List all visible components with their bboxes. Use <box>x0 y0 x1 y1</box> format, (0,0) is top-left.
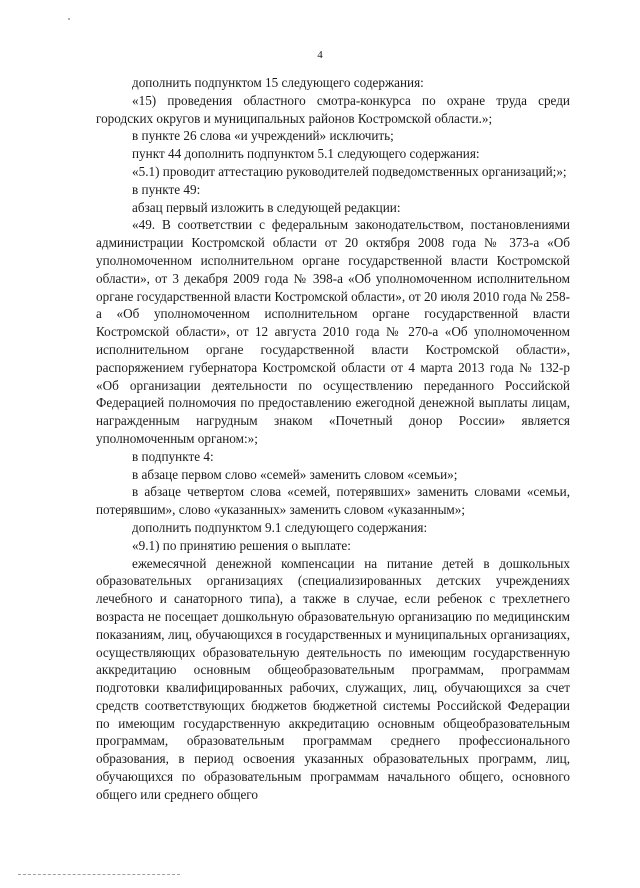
paragraph: в пункте 49: <box>132 181 201 197</box>
document-body <box>96 74 570 804</box>
paragraph: в абзаце четвертом слова «семей, потерявших» заменить словами «семьи, потерявшим», слово «указанных» заменить словом «указанным»; <box>96 484 570 518</box>
scan-speck <box>68 18 70 20</box>
footnote-divider <box>18 874 180 875</box>
page-number: 4 <box>317 49 323 61</box>
paragraph: в абзаце первом слово «семей» заменить словом «семьи»; <box>132 466 458 482</box>
paragraph: «49. В соответствии с федеральным законодательством, постановлениями администрации Костромской области от 20 октября 2008 года № 373-а «Об уполномоченном исполнительном органе государственной власти Костромской области», от 3 декабря 2009 года № 398-а «Об уполномоченном исполнительном органе государственной власти Костромской области», от 20 июля 2010 года № 258-а «Об уполномоченном исполнительном органе государственной власти Костромской области», от 12 августа 2010 года № 270-а «Об уполномоченном исполнительном органе государственной власти Костромской области», распоряжением губернатора Костромской области от 4 марта 2013 года № 132-р «Об организации деятельности по осуществлению переданного Российской Федерацией полномочия по предоставлению ежегодной денежной выплаты лицам, награжденным нагрудным знаком «Почетный донор России» является уполномоченным органом:»; <box>96 217 570 446</box>
paragraph: ежемесячной денежной компенсации на питание детей в дошкольных образовательных организациях (специализированных детских учреждениях лечебного и санаторного типа), а также в случае, если ребенок с трехлетнего возраста не посещает дошкольную образовательную организацию по медицинским показаниям, лиц, обучающихся в государственных и муниципальных организациях, осуществляющих образовательную деятельность по имеющим государственную аккредитацию основным общеобразовательным программам, программам подготовки квалифицированных рабочих, служащих, лиц, обучающихся за счет средств соответствующих бюджетов бюджетной системы Российской Федерации по имеющим государственную аккредитацию основным общеобразовательным программам, образовательным программам среднего профессионального образования, в период освоения указанных образовательных программ, лиц, обучающихся по образовательным программам начального общего, основного общего или среднего общего <box>96 555 570 802</box>
paragraph: в пункте 26 слова «и учреждений» исключить; <box>132 128 394 144</box>
paragraph: дополнить подпунктом 9.1 следующего содержания: <box>132 519 428 535</box>
paragraph: в подпункте 4: <box>132 448 214 464</box>
paragraph: «15) проведения областного смотра-конкурса по охране труда среди городских округов и муниципальных районов Костромской области.»; <box>96 92 570 126</box>
paragraph: «5.1) проводит аттестацию руководителей подведомственных организаций;»; <box>132 163 567 179</box>
paragraph: «9.1) по принятию решения о выплате: <box>132 537 351 553</box>
paragraph: абзац первый изложить в следующей редакции: <box>132 199 401 215</box>
paragraph: пункт 44 дополнить подпунктом 5.1 следующего содержания: <box>132 146 480 162</box>
paragraph: дополнить подпунктом 15 следующего содержания: <box>132 75 424 90</box>
